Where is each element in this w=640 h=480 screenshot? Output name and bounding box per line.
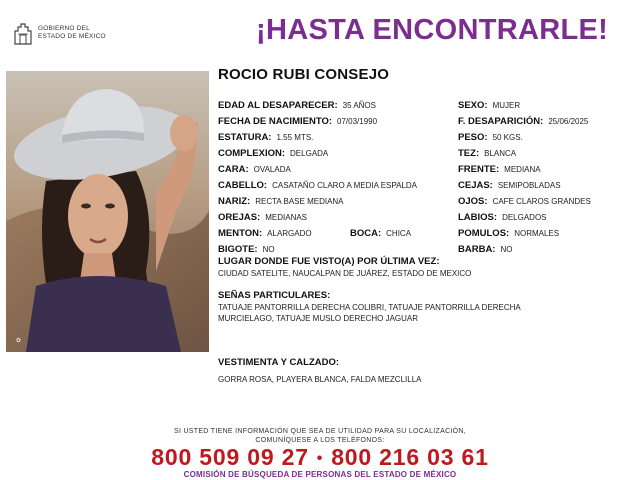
marks-line-2: MURCIELAGO, TATUAJE MUSLO DERECHO JAGUAR <box>218 314 419 323</box>
field-value: ALARGADO <box>267 229 312 238</box>
field-label: FRENTE: <box>458 164 500 175</box>
contact-note-2: COMUNÍQUESE A LOS TELÉFONOS: <box>255 437 385 444</box>
field-value: 50 KGS. <box>492 133 523 142</box>
field-value: 07/03/1990 <box>337 117 378 126</box>
field-barba <box>458 239 512 257</box>
field-value: MEDIANA <box>504 165 541 174</box>
field-value: NO <box>500 245 513 254</box>
field-label: LABIOS: <box>458 212 498 223</box>
field-label: MENTON: <box>218 228 263 239</box>
field-value: BLANCA <box>484 149 517 158</box>
field-value: SEMIPOBLADAS <box>497 181 561 190</box>
marks-line-1: TATUAJE PANTORRILLA DERECHA COLIBRI, TATUAJE PANTORRILLA DERECHA <box>218 303 521 312</box>
logo-line-1: GOBIERNO DEL <box>38 25 90 32</box>
headline: ¡HASTA ENCONTRARLE! <box>256 14 609 46</box>
field-label: OREJAS: <box>218 212 261 223</box>
field-value: OVALADA <box>253 165 291 174</box>
contact-note-1: SI USTED TIENE INFORMACIÓN QUE SEA DE UTILIDAD PARA SU LOCALIZACIÓN, <box>173 428 467 435</box>
phone-number-2[interactable]: 800 216 03 61 <box>331 444 489 470</box>
field-label: FECHA DE NACIMIENTO: <box>218 116 332 127</box>
field-label: TEZ: <box>458 148 480 159</box>
field-label: F. DESAPARICIÓN: <box>458 116 544 127</box>
field-label: BOCA: <box>350 228 382 239</box>
marks-label: SEÑAS PARTICULARES: <box>218 290 331 301</box>
field-value: CAFE CLAROS GRANDES <box>492 197 591 206</box>
field-value: DELGADA <box>290 149 329 158</box>
missing-person-photo <box>6 71 209 352</box>
commission-name: COMISIÓN DE BÚSQUEDA DE PERSONAS DEL ESTADO DE MÉXICO <box>183 470 457 479</box>
field-value: 35 AÑOS <box>342 101 376 110</box>
separator-dot: • <box>316 449 324 467</box>
field-label: SEXO: <box>458 100 488 111</box>
field-label: ESTATURA: <box>218 132 272 143</box>
photo-watermark: ✿ <box>16 338 22 344</box>
field-label: CABELLO: <box>218 180 268 191</box>
field-value: CASATAÑO CLARO A MEDIA ESPALDA <box>272 181 418 190</box>
logo-line-2: ESTADO DE MÉXICO <box>38 33 106 40</box>
field-value: 25/06/2025 <box>548 117 589 126</box>
last-seen-value: CIUDAD SATELITE, NAUCALPAN DE JUÁREZ, ESTADO DE MEXICO <box>218 269 472 278</box>
government-logo <box>12 22 122 46</box>
clothing-label: VESTIMENTA Y CALZADO: <box>218 357 340 368</box>
field-label: EDAD AL DESAPARECER: <box>218 100 338 111</box>
field-value: 1.55 MTS. <box>276 133 314 142</box>
field-label: PESO: <box>458 132 488 143</box>
field-label: CEJAS: <box>458 180 493 191</box>
last-seen-label: LUGAR DONDE FUE VISTO(A) POR ÚLTIMA VEZ: <box>218 256 440 267</box>
field-label: OJOS: <box>458 196 488 207</box>
field-bigote <box>218 239 275 257</box>
field-value: CHICA <box>386 229 412 238</box>
field-value: RECTA BASE MEDIANA <box>255 197 344 206</box>
field-label: NARIZ: <box>218 196 251 207</box>
field-label: COMPLEXION: <box>218 148 286 159</box>
field-boca <box>350 223 411 241</box>
portrait-illustration <box>6 71 209 352</box>
field-value: MEDIANAS <box>265 213 308 222</box>
phone-numbers <box>0 444 640 471</box>
coat-of-arms-icon <box>12 22 34 46</box>
field-value: DELGADOS <box>502 213 547 222</box>
field-label: BIGOTE: <box>218 244 258 255</box>
phone-number-1[interactable]: 800 509 09 27 <box>151 444 309 470</box>
field-label: CARA: <box>218 164 249 175</box>
field-value: NO <box>262 245 275 254</box>
field-value: NORMALES <box>514 229 560 238</box>
clothing-value: GORRA ROSA, PLAYERA BLANCA, FALDA MEZCLILLA <box>218 375 422 384</box>
field-label: POMULOS: <box>458 228 510 239</box>
field-value: MUJER <box>492 101 521 110</box>
person-name: ROCIO RUBI CONSEJO <box>218 66 390 83</box>
field-label: BARBA: <box>458 244 496 255</box>
